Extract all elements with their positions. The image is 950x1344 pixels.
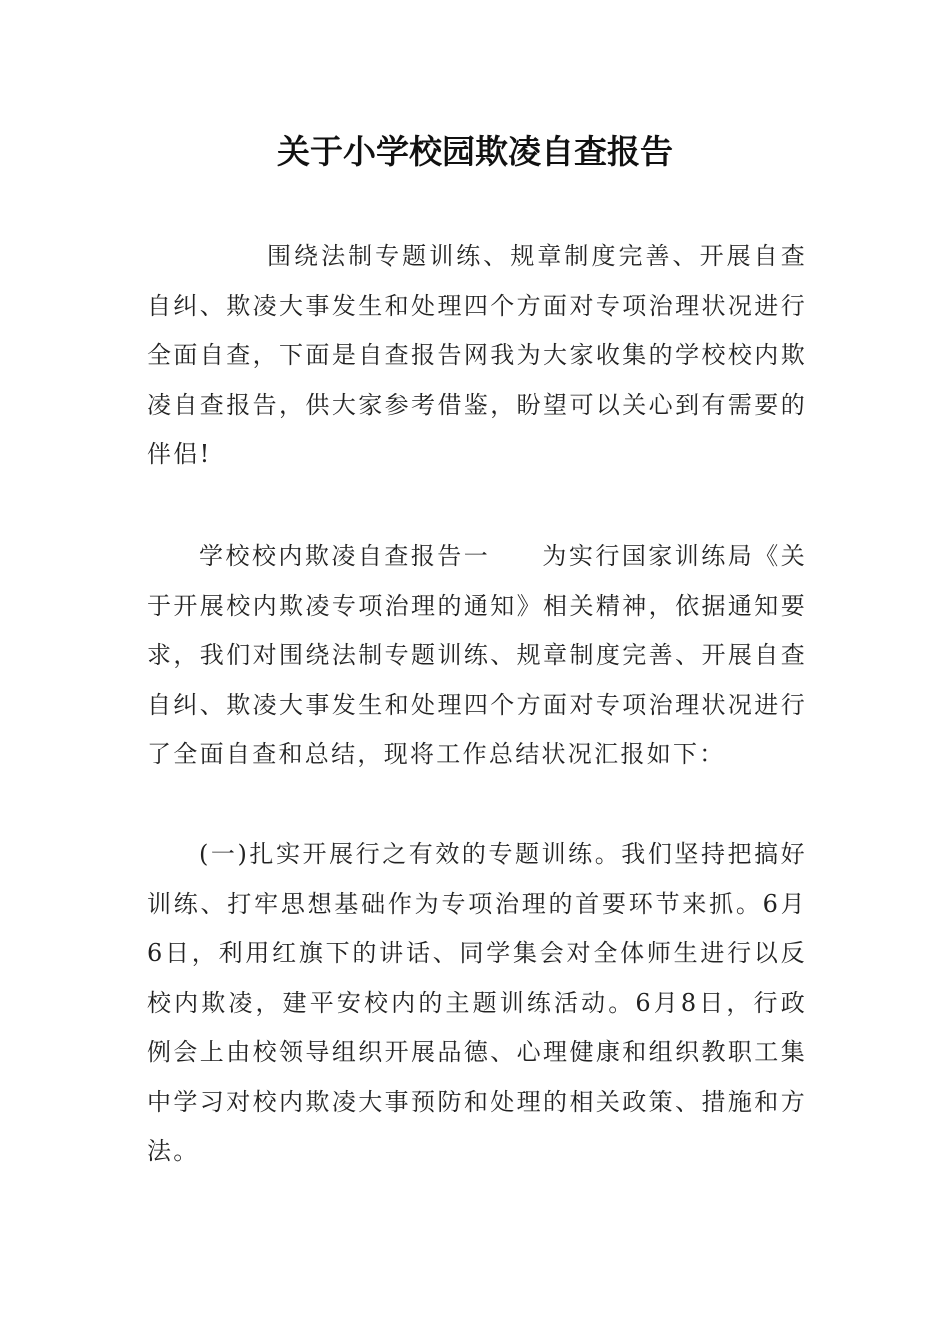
report-one-paragraph (147, 532, 807, 780)
report-one-text: 为实行国家训练局《关于开展校内欺凌专项治理的通知》相关精神，依据通知要求，我们对围绕法制专题训练、规章制度完善、开展自查自纠、欺凌大事发生和处理四个方面对专项治理状况进行了全面自查和总结，现将工作总结状况汇报如下： (147, 542, 807, 768)
intro-paragraph: 围绕法制专题训练、规章制度完善、开展自查自纠、欺凌大事发生和处理四个方面对专项治理状况进行全面自查，下面是自查报告网我为大家收集的学校校内欺凌自查报告，供大家参考借鉴，盼望可以关心到有需要的伴侣! (147, 242, 807, 468)
section-heading: 学校校内欺凌自查报告一 (199, 542, 491, 570)
item-one-paragraph: (一)扎实开展行之有效的专题训练。我们坚持把搞好训练、打牢思想基础作为专项治理的首要环节来抓。6月6日，利用红旗下的讲话、同学集会对全体师生进行以反校内欺凌，建平安校内的主题训练活动。6月8日，行政例会上由校领导组织开展品德、心理健康和组织教职工集中学习对校内欺凌大事预防和处理的相关政策、措施和方法。 (147, 840, 807, 1165)
document-title: 关于小学校园欺凌自查报告 (277, 132, 673, 171)
